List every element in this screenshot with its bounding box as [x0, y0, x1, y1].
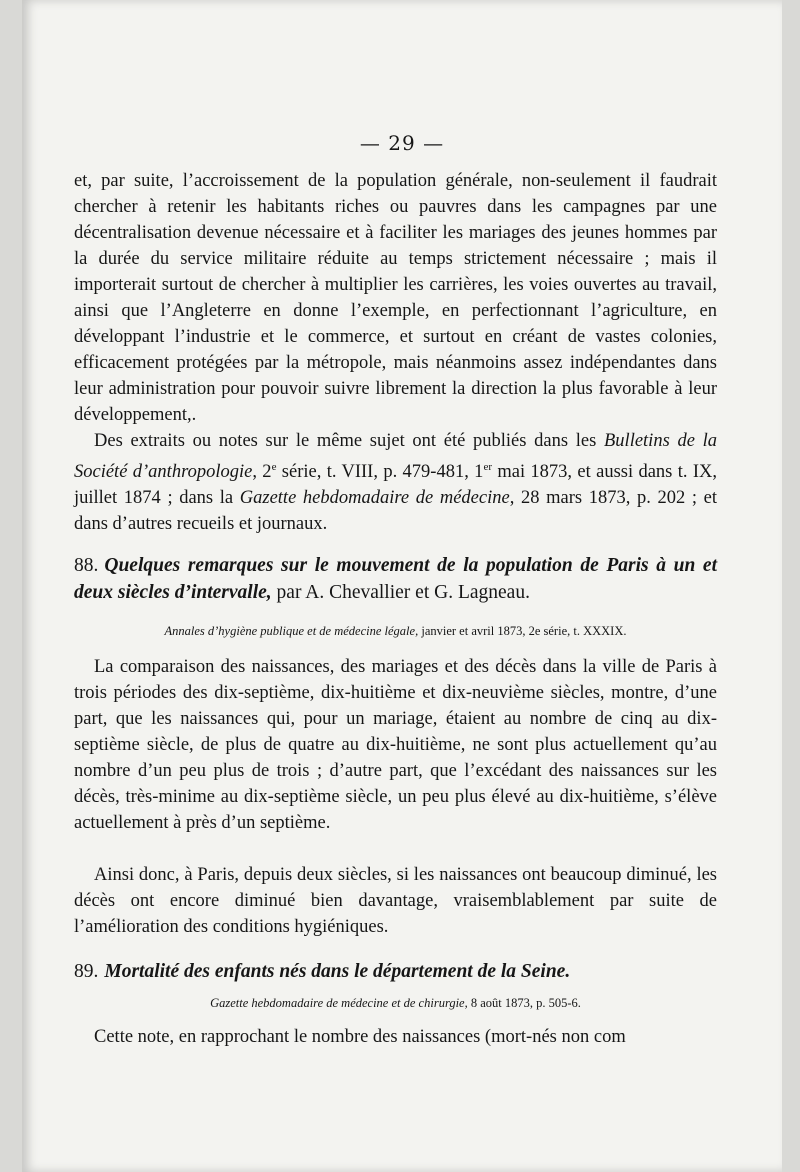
superscript-er: er — [483, 461, 492, 473]
paragraph-extracts-text-1: Des extraits ou notes sur le même sujet ont été publiés dans les — [94, 431, 604, 451]
paragraph-extracts-text-2: , 2 — [252, 462, 272, 482]
paragraph-extracts — [74, 428, 717, 537]
paragraph-extracts-text-5: , 28 mars 1873, p. 202 ; et dans d’autres recueils et journaux. — [74, 488, 717, 534]
entry-88-number: 88. — [74, 555, 99, 576]
document-page — [22, 0, 782, 1172]
entry-89-source-journal: Gazette hebdomadaire de médecine et de chirurgie, — [210, 996, 468, 1010]
entry-88-source — [74, 622, 717, 640]
paragraph-continuation: et, par suite, l’accroissement de la population générale, non-seulement il faudrait chercher à retenir les habitants riches ou pauvres dans les campagnes par une décentralisation devenue nécessaire et à faciliter les mariages des jeunes hommes par la durée du service militaire réduite au temps strictement nécessaire ; mais il importerait surtout de chercher à multiplier les carrières, les voies ouvertes au travail, ainsi que l’Angleterre en donne l’exemple, en perfectionnant l’agriculture, en développant l’industrie et le commerce, et surtout en créant de vastes colonies, efficacement protégées par la métropole, mais néanmoins assez indépendantes dans leur administration pour pouvoir suivre librement la direction la plus favorable à leur développement,. — [74, 171, 717, 425]
paragraph-note: Cette note, en rapprochant le nombre des naissances (mort-nés non com — [94, 1027, 626, 1047]
paragraph-extracts-text-3: série, t. VIII, p. 479-481, 1 — [276, 462, 484, 482]
paragraph-extracts-text-4: mai 1873, et aussi dans t. IX, juillet 1874 ; dans la — [74, 462, 718, 508]
entry-89-source-details: 8 août 1873, p. 505-6. — [467, 996, 581, 1010]
entry-89-heading — [74, 958, 717, 985]
entry-88-authors: par A. Chevallier et G. Lagneau. — [271, 582, 530, 603]
bulletins-reference: Bulletins de la Société d’anthropologie — [74, 431, 718, 482]
paragraph-comparison: La comparaison des naissances, des mariages et des décès dans la ville de Paris à trois périodes des dix-septième, dix-huitième et dix-neuvième siècles, montre, d’une part, que les naissances qui, pour un mariage, étaient au nombre de cinq au dix-septième siècle, de plus de quatre au dix-huitième, ne sont plus actuellement qu’au nombre d’un peu plus de trois ; d’autre part, que l’excédant des naissances sur les décès, très-minime au dix-septième siècle, un peu plus élevé au dix-huitième, s’élève actuellement à près d’un septième. — [74, 657, 717, 833]
gazette-reference: Gazette hebdomadaire de médecine — [239, 488, 510, 508]
paragraph-conclusion: Ainsi donc, à Paris, depuis deux siècles, si les naissances ont beaucoup diminué, les décès ont encore diminué bien davantage, vraisemblablement par suite de l’amélioration des conditions hygiéniques. — [74, 865, 717, 937]
entry-89-number: 89. — [74, 961, 99, 982]
entry-88-title: Quelques remarques sur le mouvement de la population de Paris à un et deux siècles d’intervalle, — [74, 555, 717, 603]
entry-88-source-details: janvier et avril 1873, 2e série, t. XXXIX. — [418, 624, 627, 638]
entry-89-source — [74, 994, 717, 1012]
entry-89-title: Mortalité des enfants nés dans le département de la Seine. — [104, 961, 571, 982]
superscript-e: e — [271, 461, 277, 473]
entry-88-source-journal: Annales d’hygiène publique et de médecine légale, — [164, 624, 419, 638]
entry-88-heading — [74, 552, 717, 606]
page-number: — 29 — — [359, 131, 445, 155]
